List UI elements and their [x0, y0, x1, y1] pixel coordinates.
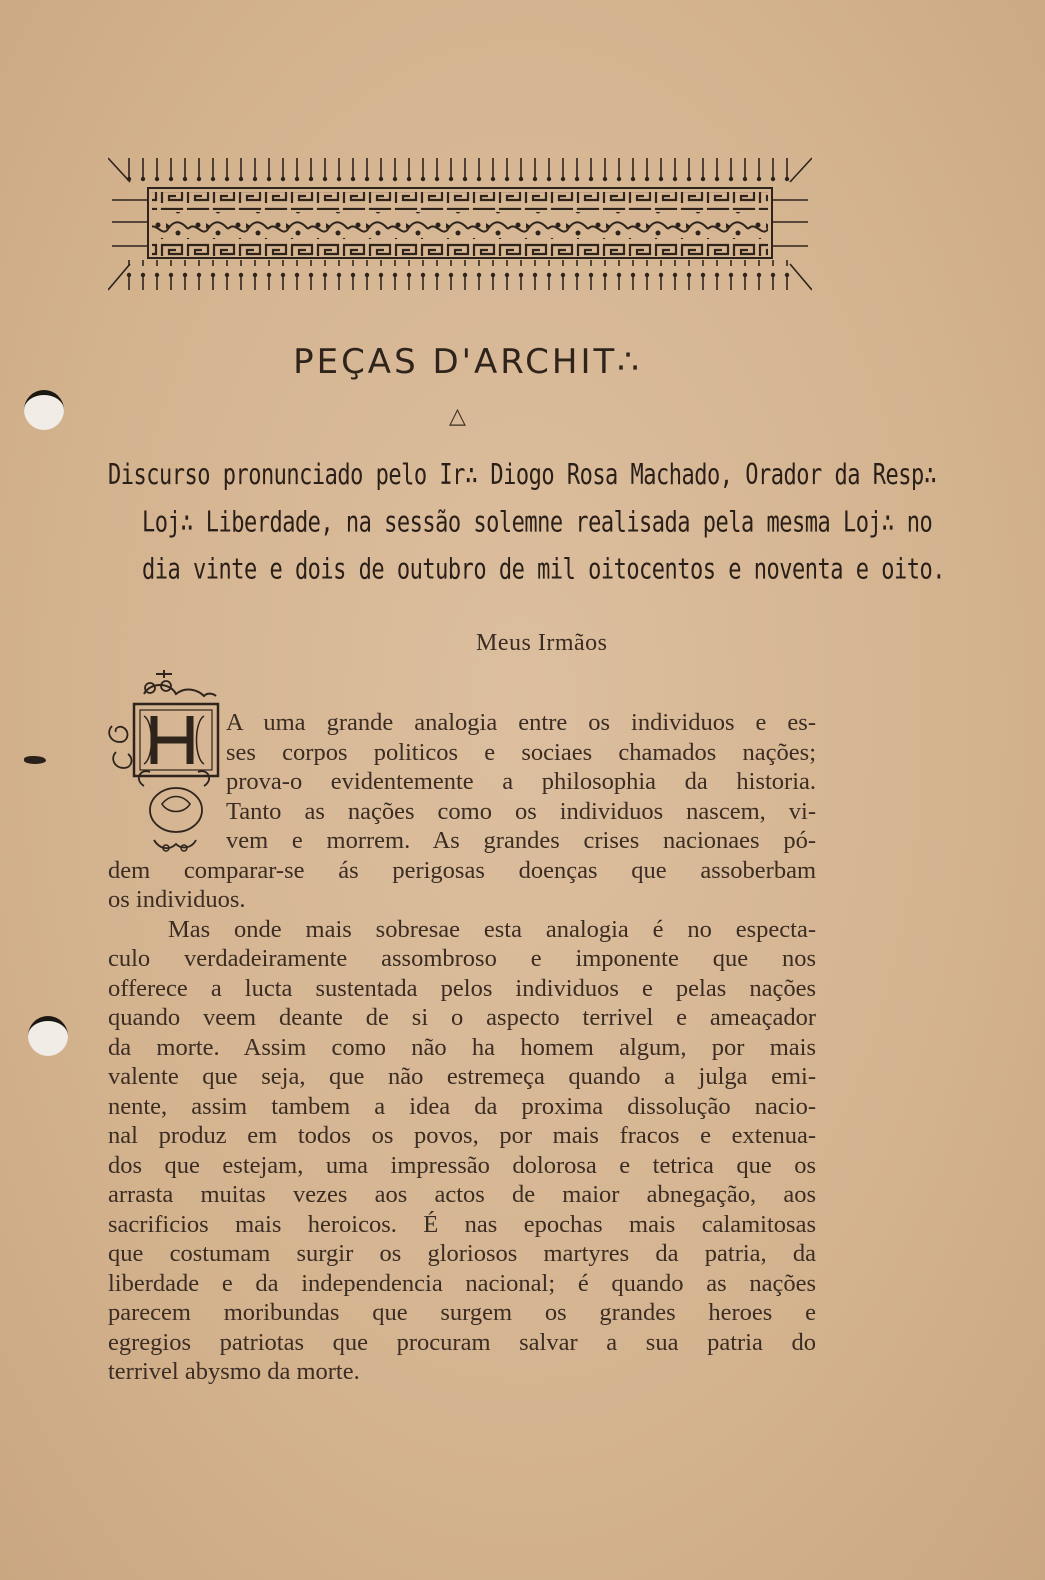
- text-line: vem e morrem. As grandes crises nacionaes pó-: [226, 827, 816, 854]
- text-line: Tanto as nações como os individuos nascem, vi-: [226, 797, 816, 825]
- discourse-body: [108, 708, 816, 1387]
- ink-speck: [24, 756, 46, 764]
- text-line: valente que seja, que não estremeça quando a julga emi-: [108, 1063, 816, 1090]
- page-title: PEÇAS D'ARCHIT∴: [293, 342, 642, 382]
- subtitle-line: Loj∴ Liberdade, na sessão solemne realisada pela mesma Loj∴ no: [142, 507, 933, 540]
- text-line: dos que estejam, uma impressão dolorosa e tetrica que os: [108, 1151, 816, 1179]
- text-line: arrasta muitas vezes aos actos de maior abnegação, aos: [108, 1181, 816, 1208]
- subtitle-line: Discurso pronunciado pelo Ir∴ Diogo Rosa Machado, Orador da Resp∴: [108, 459, 937, 492]
- text-line: liberdade e da independencia nacional; é quando as nações: [108, 1269, 816, 1297]
- text-line: sacrificios mais heroicos. É nas epochas mais calamitosas: [108, 1210, 816, 1238]
- text-line: quando veem deante de si o aspecto terrivel e ameaçador: [108, 1004, 816, 1031]
- delta-symbol: △: [449, 404, 466, 429]
- text-line: prova-o evidentemente a philosophia da historia.: [226, 768, 816, 795]
- salutation: Meus Irmãos: [476, 630, 608, 656]
- text-line: da morte. Assim como não ha homem algum, por mais: [108, 1033, 816, 1061]
- text-line: nal produz em todos os povos, por mais fracos e extenua-: [108, 1122, 816, 1149]
- text-line: offerece a lucta sustentada pelos individuos e pelas nações: [108, 974, 816, 1002]
- discourse-subtitle: [108, 452, 945, 594]
- text-line: ses corpos politicos e sociaes chamados nações;: [226, 738, 816, 766]
- text-line: que costumam surgir os gloriosos martyres da patria, da: [108, 1240, 816, 1267]
- text-line: Mas onde mais sobresae esta analogia é no especta-: [168, 915, 816, 943]
- punch-hole-bottom: [28, 1016, 68, 1056]
- decorative-header-border: [108, 152, 812, 294]
- text-line: egregios patriotas que procuram salvar a sua patria do: [108, 1328, 816, 1356]
- text-line: terrivel abysmo da morte.: [108, 1358, 360, 1385]
- subtitle-line: dia vinte e dois de outubro de mil oitocentos e noventa e oito.: [142, 554, 945, 587]
- text-line: culo verdadeiramente assombroso e imponente que nos: [108, 945, 816, 972]
- text-line: dem comparar-se ás perigosas doenças que assoberbam: [108, 856, 816, 884]
- text-line: parecem moribundas que surgem os grandes heroes e: [108, 1299, 816, 1326]
- text-line: os individuos.: [108, 886, 246, 913]
- text-line: nente, assim tambem a idea da proxima dissolução nacio-: [108, 1092, 816, 1120]
- text-line: A uma grande analogia entre os individuos e es-: [226, 709, 816, 736]
